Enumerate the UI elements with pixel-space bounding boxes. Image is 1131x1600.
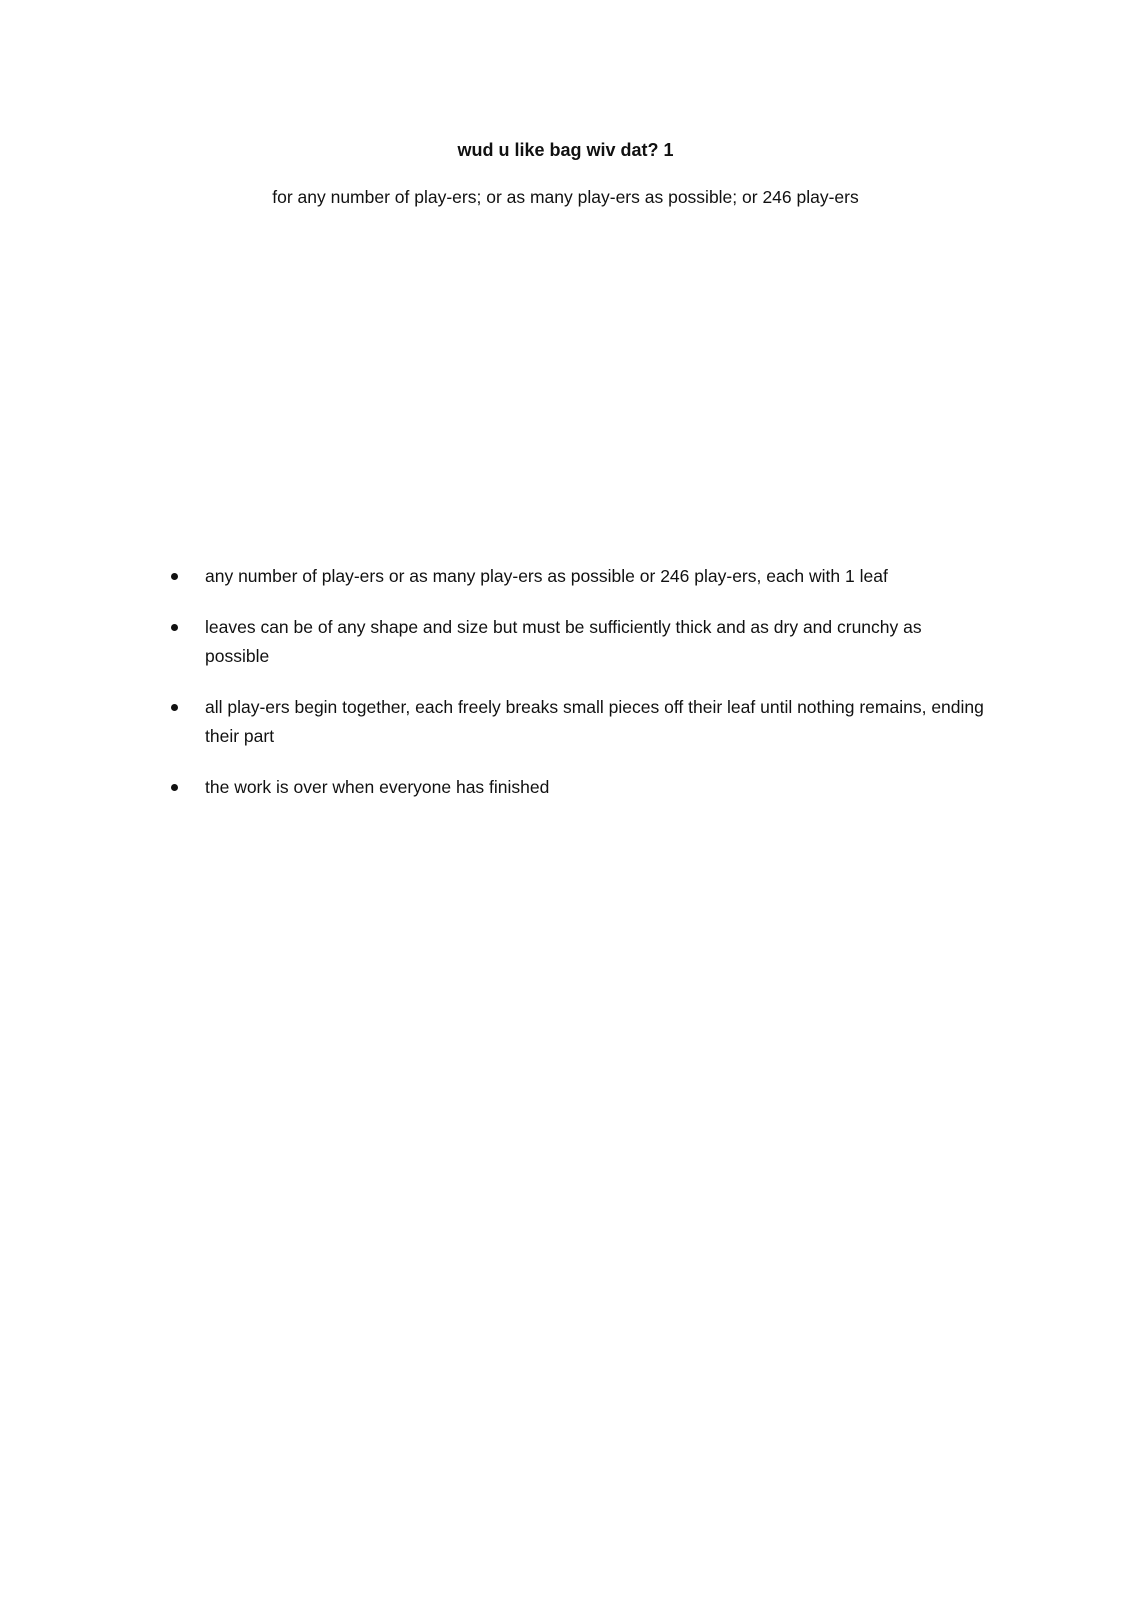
instruction-item xyxy=(168,562,988,591)
instruction-list xyxy=(168,562,988,824)
instruction-text: the work is over when everyone has finished xyxy=(205,777,550,797)
instruction-text: leaves can be of any shape and size but must be sufficiently thick and as dry and crunchy as possible xyxy=(205,617,922,666)
subtitle: for any number of play-ers; or as many play-ers as possible; or 246 play-ers xyxy=(272,187,859,207)
page-title: wud u like bag wiv dat? 1 xyxy=(457,140,674,160)
instruction-item xyxy=(168,613,988,671)
instruction-text: any number of play-ers or as many play-ers as possible or 246 play-ers, each with 1 leaf xyxy=(205,566,888,586)
bullet-icon xyxy=(171,573,178,580)
bullet-icon xyxy=(171,784,178,791)
instruction-text: all play-ers begin together, each freely breaks small pieces off their leaf until nothing remains, ending their part xyxy=(205,697,984,746)
instruction-item xyxy=(168,693,988,751)
instruction-item xyxy=(168,773,988,802)
bullet-icon xyxy=(171,704,178,711)
bullet-icon xyxy=(171,624,178,631)
